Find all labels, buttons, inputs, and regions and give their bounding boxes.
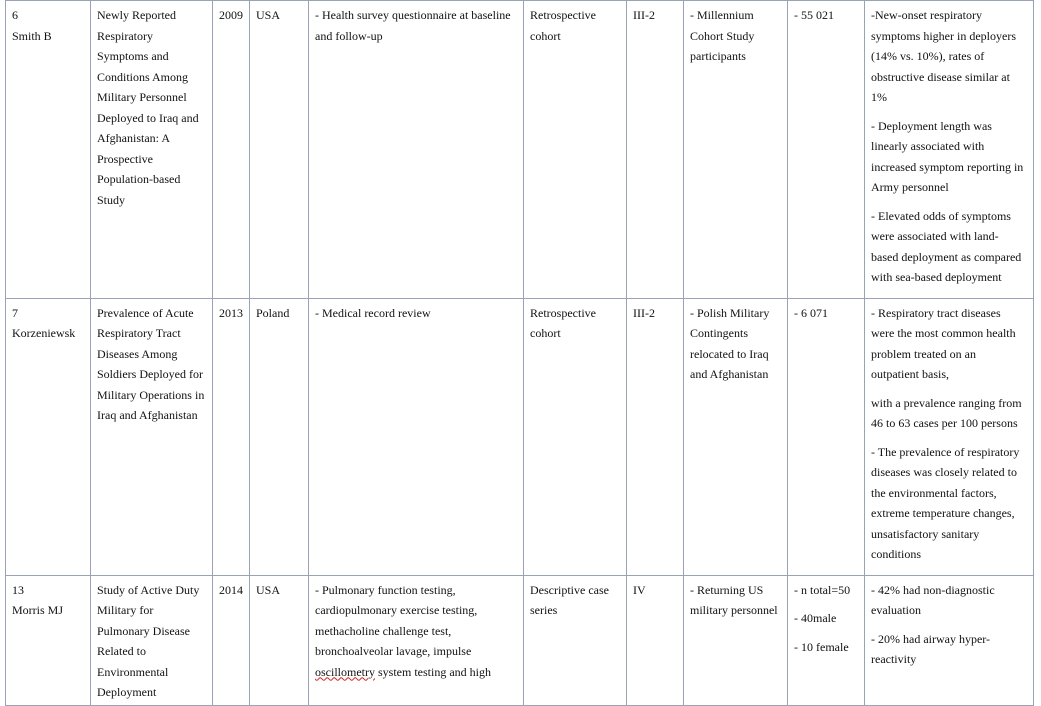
table-row	[6, 298, 1034, 575]
sample-size-cell	[788, 575, 865, 705]
findings-cell	[865, 575, 1034, 705]
sample-size-item: - 55 021	[794, 8, 834, 22]
study-number: 13	[12, 582, 24, 597]
sample-size-cell	[788, 1, 865, 299]
finding-paragraph: - The prevalence of respiratory diseases was closely related to the environmental factors, extreme temperature changes, unsatisfactory sanitary conditions	[871, 444, 1020, 561]
study-id-cell	[6, 1, 91, 299]
finding-paragraph: - Elevated odds of symptoms were associated with land- based deployment as compared with sea-based deployment	[871, 208, 1022, 284]
country-cell: USA	[250, 1, 309, 299]
study-title-cell: Study of Active Duty Military for Pulmonary Disease Related to Environmental Deployment	[91, 575, 213, 705]
sample-size-item: - 6 071	[794, 305, 828, 320]
evidence-level-cell: III-2	[627, 1, 684, 299]
method-cell: - Pulmonary function testing, cardiopulmonary exercise testing, methacholine challenge test, bronchoalveolar lavage, impulse oscillometry system testing and high	[309, 575, 524, 705]
country-cell: Poland	[250, 298, 309, 575]
sample-size-item: - 40male	[794, 611, 837, 625]
population-cell: - Millennium Cohort Study participants	[684, 1, 788, 299]
population-cell: - Polish Military Contingents relocated to Iraq and Afghanistan	[684, 298, 788, 575]
study-title-cell: Prevalence of Acute Respiratory Tract Diseases Among Soldiers Deployed for Military Operations in Iraq and Afghanistan	[91, 298, 213, 575]
method-cell: - Medical record review	[309, 298, 524, 575]
table-row	[6, 1, 1034, 299]
spellcheck-word: oscillometry	[315, 664, 375, 679]
year-cell: 2013	[213, 298, 250, 575]
year-cell: 2014	[213, 575, 250, 705]
design-cell: Descriptive case series	[524, 575, 627, 705]
study-author: Korzeniewsk	[12, 326, 76, 340]
sample-size-item: - n total=50	[794, 582, 851, 597]
table-row	[6, 575, 1034, 705]
country-cell: USA	[250, 575, 309, 705]
sample-size-item: - 10 female	[794, 639, 849, 654]
method-cell: - Health survey questionnaire at baseline and follow-up	[309, 1, 524, 299]
finding-paragraph: with a prevalence ranging from 46 to 63 cases per 100 persons	[871, 395, 1022, 430]
findings-cell	[865, 1, 1034, 299]
study-author: Smith B	[12, 28, 52, 43]
findings-cell	[865, 298, 1034, 575]
finding-paragraph: - Deployment length was linearly associated with increased symptom reporting in Army personnel	[871, 118, 1024, 194]
finding-paragraph: -New-onset respiratory symptoms higher in deployers (14% vs. 10%), rates of obstructive disease similar at 1%	[871, 8, 1016, 104]
finding-paragraph: - Respiratory tract diseases were the most common health problem treated on an outpatient basis,	[871, 305, 1016, 381]
study-author: Morris MJ	[12, 603, 64, 617]
study-number: 7	[12, 305, 18, 320]
year-cell: 2009	[213, 1, 250, 299]
evidence-level-cell: III-2	[627, 298, 684, 575]
literature-review-table	[5, 0, 1034, 706]
study-title-cell: Newly Reported Respiratory Symptoms and Conditions Among Military Personnel Deployed to Iraq and Afghanistan: A Prospective Population-based Study	[91, 1, 213, 299]
design-cell: Retrospective cohort	[524, 1, 627, 299]
design-cell: Retrospective cohort	[524, 298, 627, 575]
evidence-level-cell: IV	[627, 575, 684, 705]
population-cell: - Returning US military personnel	[684, 575, 788, 705]
study-id-cell	[6, 298, 91, 575]
study-number: 6	[12, 8, 18, 22]
sample-size-cell	[788, 298, 865, 575]
study-id-cell	[6, 575, 91, 705]
finding-paragraph: - 20% had airway hyper- reactivity	[871, 631, 991, 666]
finding-paragraph: - 42% had non-diagnostic evaluation	[871, 582, 995, 617]
